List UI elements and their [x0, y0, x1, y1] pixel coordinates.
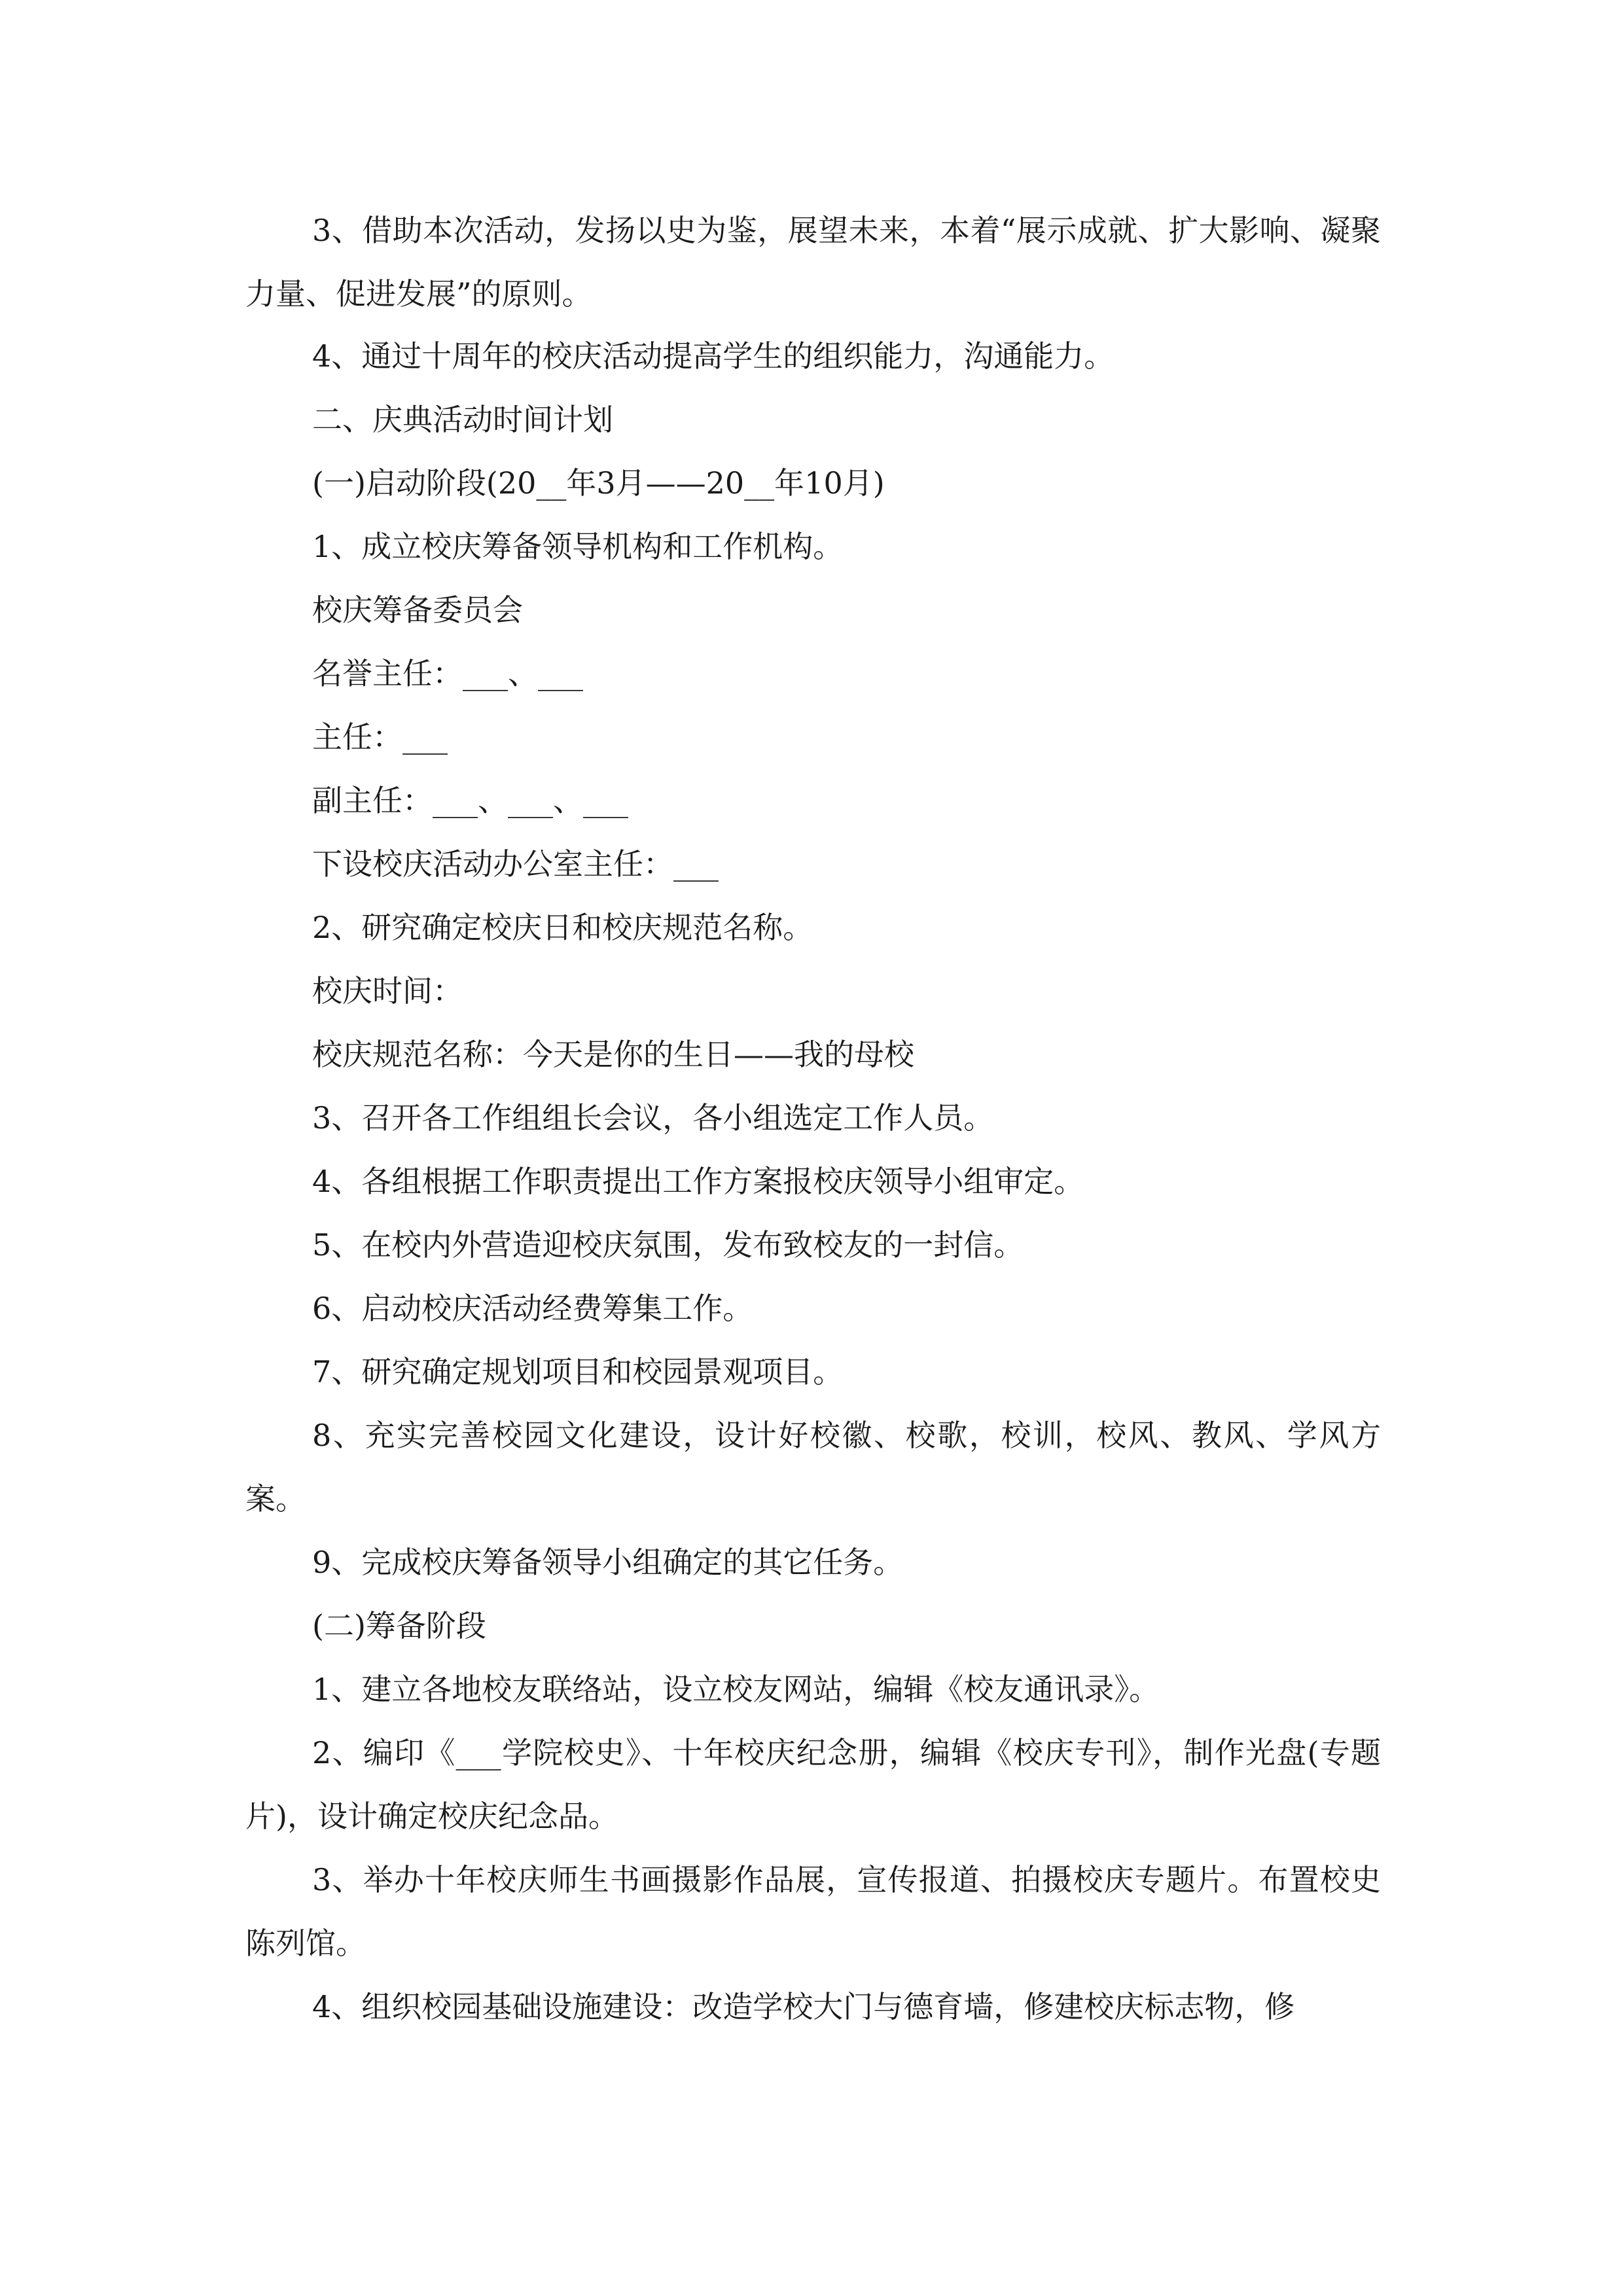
subsection-heading-launch: (一)启动阶段(20__年3月——20__年10月) — [312, 465, 885, 501]
list-item: 1、成立校庆筹备领导机构和工作机构。 — [312, 529, 844, 564]
list-item: 8、充实完善校园文化建设，设计好校徽、校歌，校训，校风、教风、学风方案。 — [245, 1418, 1381, 1516]
list-item: 4、各组根据工作职责提出工作方案报校庆领导小组审定。 — [312, 1164, 1084, 1199]
anniversary-time-line: 校庆时间： — [312, 973, 463, 1009]
director-line: 主任：___ — [312, 719, 448, 755]
paragraph-ability: 4、通过十周年的校庆活动提高学生的组织能力，沟通能力。 — [312, 338, 1115, 374]
committee-title: 校庆筹备委员会 — [312, 592, 523, 628]
section-heading-schedule: 二、庆典活动时间计划 — [312, 402, 613, 437]
list-item: 9、完成校庆筹备领导小组确定的其它任务。 — [312, 1545, 904, 1580]
list-item: 7、研究确定规划项目和校园景观项目。 — [312, 1354, 844, 1390]
list-item: 1、建立各地校友联络站，设立校友网站，编辑《校友通讯录》。 — [312, 1672, 1160, 1707]
list-item: 5、在校内外营造迎校庆氛围，发布致校友的一封信。 — [312, 1227, 1024, 1263]
list-item: 3、举办十年校庆师生书画摄影作品展，宣传报道、拍摄校庆专题片。布置校史陈列馆。 — [245, 1862, 1381, 1961]
honorary-director-line: 名誉主任：___、___ — [312, 656, 583, 691]
subsection-heading-preparation: (二)筹备阶段 — [312, 1608, 486, 1643]
list-item: 6、启动校庆活动经费筹集工作。 — [312, 1291, 753, 1326]
office-director-line: 下设校庆活动办公室主任：___ — [312, 846, 719, 882]
list-item: 2、研究确定校庆日和校庆规范名称。 — [312, 910, 813, 945]
anniversary-name-line: 校庆规范名称：今天是你的生日——我的母校 — [312, 1037, 914, 1072]
paragraph-principle: 3、借助本次活动，发扬以史为鉴，展望未来，本着“展示成就、扩大影响、凝聚力量、促进发展”的原则。 — [245, 213, 1381, 312]
deputy-director-line: 副主任：___、___、___ — [312, 783, 628, 818]
list-item: 3、召开各工作组组长会议，各小组选定工作人员。 — [312, 1100, 994, 1136]
list-item: 2、编印《___学院校史》、十年校庆纪念册，编辑《校庆专刊》，制作光盘(专题片)，设计确定校庆纪念品。 — [245, 1735, 1381, 1834]
list-item: 4、组织校园基础设施建设：改造学校大门与德育墙，修建校庆标志物，修 — [312, 1989, 1295, 2024]
